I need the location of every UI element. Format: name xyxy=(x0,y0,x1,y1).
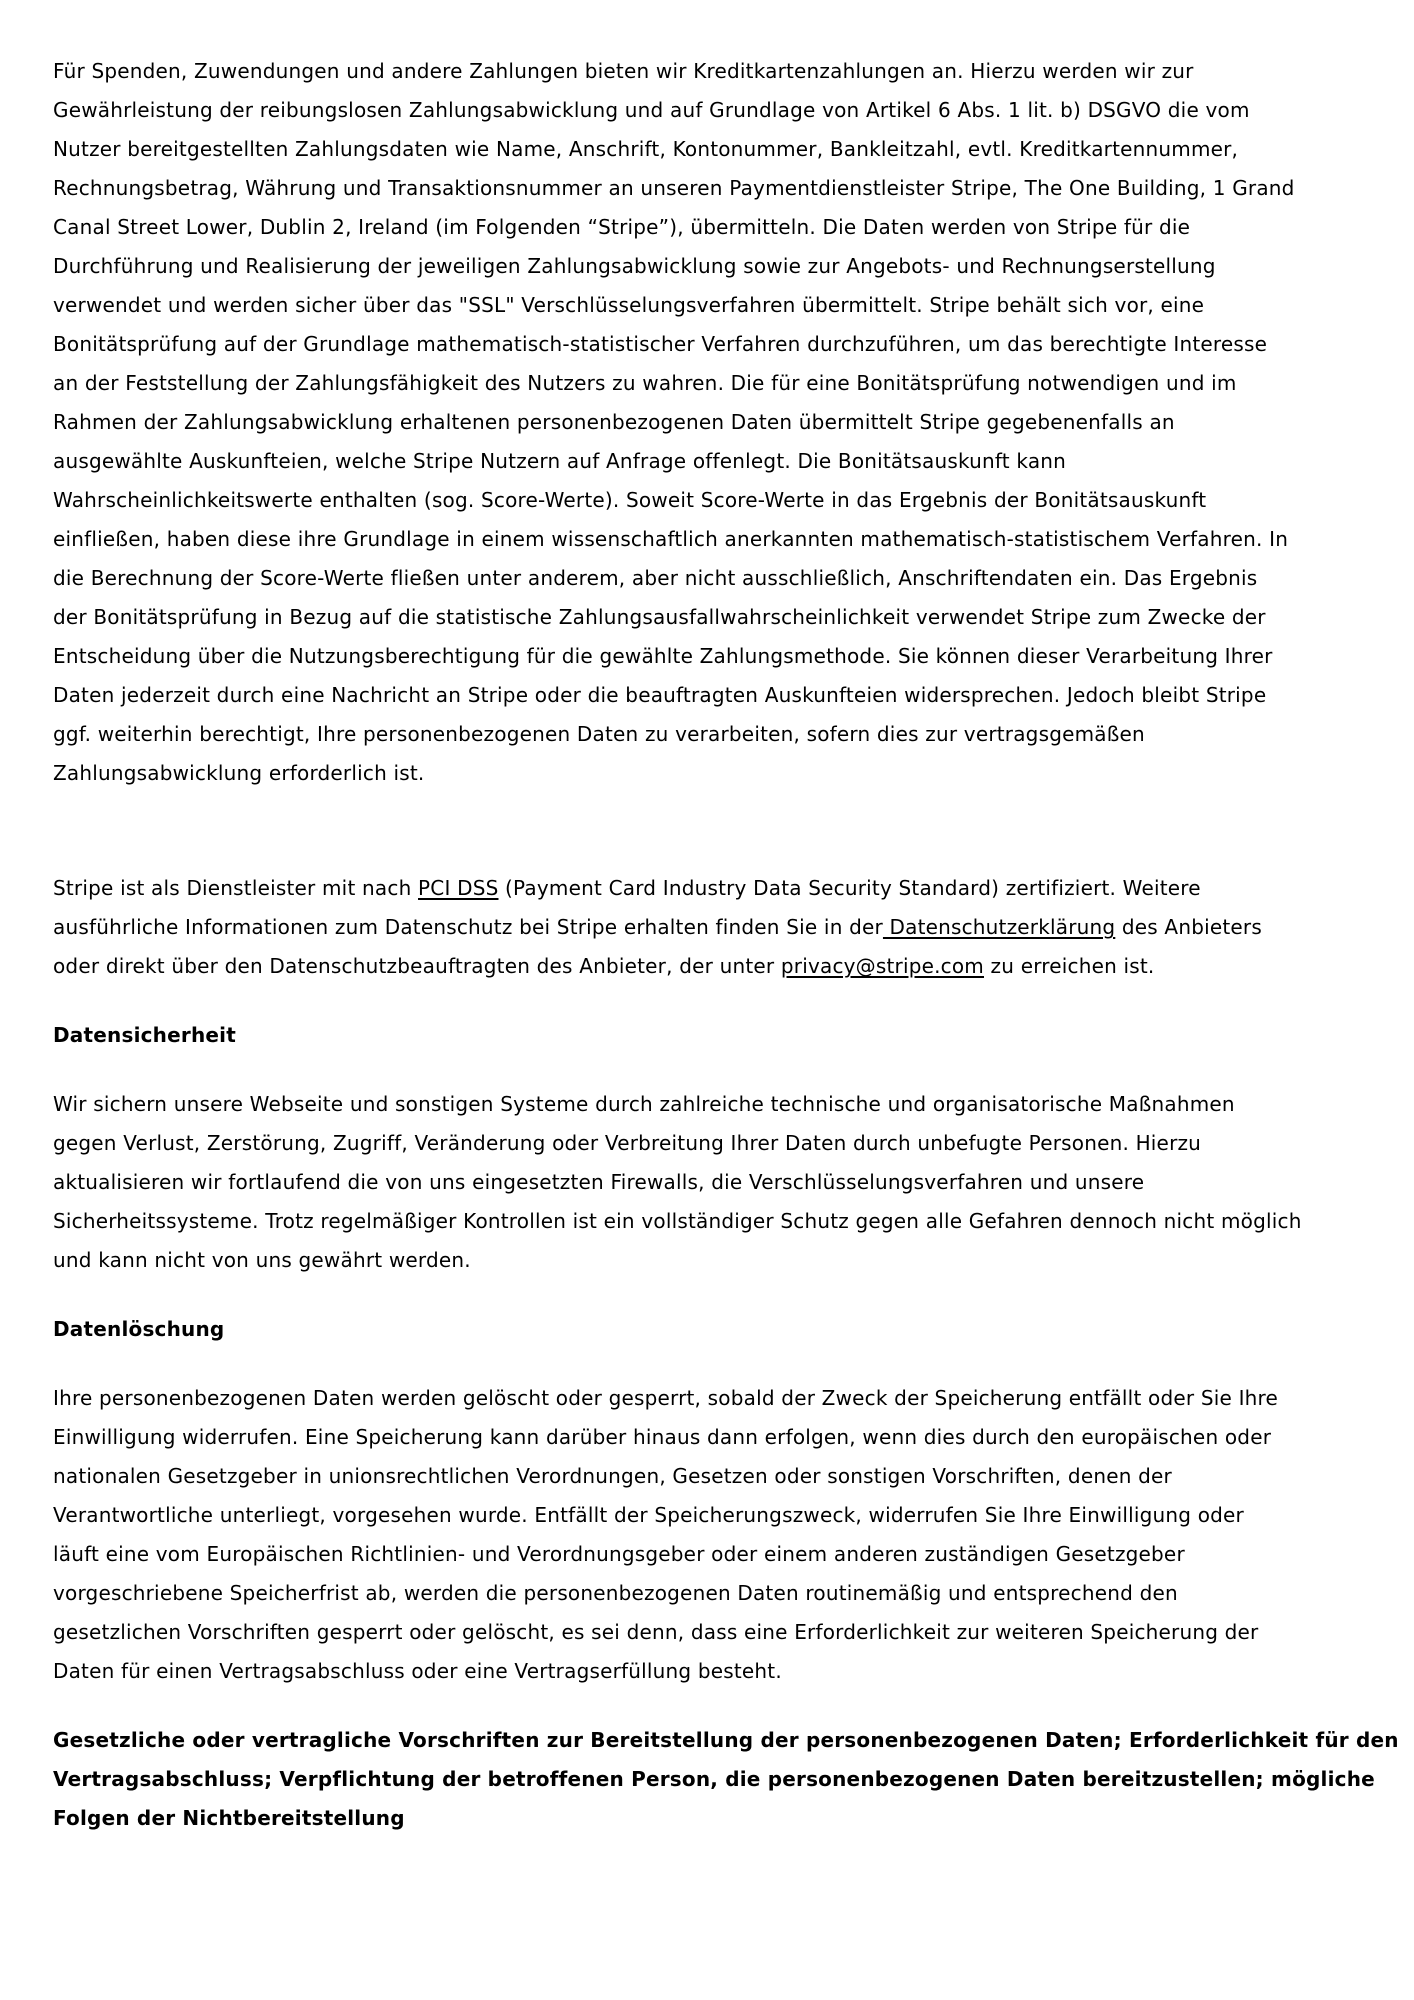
text-run: Folgen der Nichtbereitstellung xyxy=(53,1806,405,1830)
text-run: Gewährleistung der reibungslosen Zahlungsabwicklung und auf Grundlage von Artikel 6 Abs. 1 lit. b) DSGVO die vom xyxy=(53,98,1250,122)
gesetzliche-vorschriften-heading xyxy=(53,1721,1399,1838)
text-run: gesetzlichen Vorschriften gesperrt oder gelöscht, es sei denn, dass eine Erforderlichkeit zur weiteren Speicherung der xyxy=(53,1620,1259,1644)
text-line xyxy=(53,947,1366,986)
text-run: Daten jederzeit durch eine Nachricht an Stripe oder die beauftragten Auskunfteien widersprechen. Jedoch bleibt Stripe xyxy=(53,683,1267,707)
intro-payments-paragraph xyxy=(53,52,1366,793)
text-run: des Anbieters xyxy=(1115,915,1262,939)
pci-dss-link[interactable]: PCI DSS xyxy=(418,876,499,900)
text-run: läuft eine vom Europäischen Richtlinien- und Verordnungsgeber oder einem anderen zuständigen Gesetzgeber xyxy=(53,1542,1185,1566)
text-line xyxy=(53,1613,1366,1652)
text-line xyxy=(53,869,1366,908)
text-run: Nutzer bereitgestellten Zahlungsdaten wie Name, Anschrift, Kontonummer, Bankleitzahl, evtl. Kreditkartennummer, xyxy=(53,137,1239,161)
text-run: Für Spenden, Zuwendungen und andere Zahlungen bieten wir Kreditkartenzahlungen an. Hierzu werden wir zur xyxy=(53,59,1194,83)
text-line xyxy=(53,715,1366,754)
text-run: Zahlungsabwicklung erforderlich ist. xyxy=(53,761,425,785)
text-line xyxy=(53,247,1366,286)
text-run: an der Feststellung der Zahlungsfähigkeit des Nutzers zu wahren. Die für eine Bonitätsprüfung notwendigen und im xyxy=(53,371,1237,395)
text-run: ausführliche Informationen zum Datenschutz bei Stripe erhalten finden Sie in der xyxy=(53,915,883,939)
text-run: Durchführung und Realisierung der jeweiligen Zahlungsabwicklung sowie zur Angebots- und Rechnungserstellung xyxy=(53,254,1216,278)
text-run: oder direkt über den Datenschutzbeauftragten des Anbieter, der unter xyxy=(53,954,781,978)
text-line xyxy=(53,325,1366,364)
datensicherheit-paragraph xyxy=(53,1085,1366,1280)
text-run: Daten für einen Vertragsabschluss oder eine Vertragserfüllung besteht. xyxy=(53,1659,782,1683)
text-line xyxy=(53,169,1366,208)
text-run: zu erreichen ist. xyxy=(984,954,1155,978)
text-line xyxy=(53,1760,1375,1799)
text-run: Gesetzliche oder vertragliche Vorschriften zur Bereitstellung der personenbezogenen Daten; Erforderlichkeit für den xyxy=(53,1728,1399,1752)
text-run: Ihre personenbezogenen Daten werden gelöscht oder gesperrt, sobald der Zweck der Speicherung entfällt oder Sie Ihre xyxy=(53,1386,1279,1410)
text-line xyxy=(53,52,1366,91)
text-run: Canal Street Lower, Dublin 2, Ireland (im Folgenden “Stripe”), übermitteln. Die Daten werden von Stripe für die xyxy=(53,215,1191,239)
text-line xyxy=(53,1016,1366,1055)
datenschutzerklaerung-link[interactable]: Datenschutzerklärung xyxy=(882,915,1116,939)
text-line xyxy=(53,1457,1366,1496)
text-run: gegen Verlust, Zerstörung, Zugriff, Veränderung oder Verbreitung Ihrer Daten durch unbefugte Personen. Hierzu xyxy=(53,1131,1202,1155)
text-line xyxy=(53,1163,1366,1202)
text-line xyxy=(53,208,1366,247)
text-line xyxy=(53,481,1366,520)
text-run: die Berechnung der Score-Werte fließen unter anderem, aber nicht ausschließlich, Anschriftendaten ein. Das Ergebnis xyxy=(53,566,1258,590)
text-line xyxy=(53,1496,1366,1535)
text-run: Rahmen der Zahlungsabwicklung erhaltenen personenbezogenen Daten übermittelt Stripe gegebenenfalls an xyxy=(53,410,1175,434)
text-line xyxy=(53,1124,1366,1163)
text-line xyxy=(53,1379,1366,1418)
text-run: verwendet und werden sicher über das "SSL" Verschlüsselungsverfahren übermittelt. Stripe behält sich vor, eine xyxy=(53,293,1205,317)
text-run: Vertragsabschluss; Verpflichtung der betroffenen Person, die personenbezogenen Daten bereitzustellen; mögliche xyxy=(53,1767,1375,1791)
text-line xyxy=(53,130,1366,169)
text-run: Bonitätsprüfung auf der Grundlage mathematisch-statistischer Verfahren durchzuführen, um das berechtigte Interesse xyxy=(53,332,1268,356)
text-run: Datenlöschung xyxy=(53,1317,225,1341)
text-line xyxy=(53,364,1366,403)
datenloeschung-paragraph xyxy=(53,1379,1366,1691)
text-line xyxy=(53,403,1366,442)
text-run: Datensicherheit xyxy=(53,1023,236,1047)
text-run: (Payment Card Industry Data Security Standard) zertifiziert. Weitere xyxy=(498,876,1201,900)
text-line xyxy=(53,1535,1366,1574)
text-run: Einwilligung widerrufen. Eine Speicherung kann darüber hinaus dann erfolgen, wenn dies durch den europäischen oder xyxy=(53,1425,1272,1449)
text-line xyxy=(53,520,1366,559)
text-line xyxy=(53,1418,1366,1457)
text-run: nationalen Gesetzgeber in unionsrechtlichen Verordnungen, Gesetzen oder sonstigen Vorschriften, denen der xyxy=(53,1464,1172,1488)
privacy-email-link[interactable]: privacy@stripe.com xyxy=(780,954,984,978)
text-run: Wir sichern unsere Webseite und sonstigen Systeme durch zahlreiche technische und organisatorische Maßnahmen xyxy=(53,1092,1235,1116)
text-run: einfließen, haben diese ihre Grundlage in einem wissenschaftlich anerkannten mathematisch-statistischem Verfahren. In xyxy=(53,527,1289,551)
text-line xyxy=(53,908,1366,947)
text-run: Wahrscheinlichkeitswerte enthalten (sog. Score-Werte). Soweit Score-Werte in das Ergebnis der Bonitätsauskunft xyxy=(53,488,1207,512)
text-line xyxy=(53,754,1366,793)
text-line xyxy=(53,1652,1366,1691)
text-line xyxy=(53,442,1366,481)
text-run: ggf. weiterhin berechtigt, Ihre personenbezogenen Daten zu verarbeiten, sofern dies zur vertragsgemäßen xyxy=(53,722,1145,746)
text-run: Verantwortliche unterliegt, vorgesehen wurde. Entfällt der Speicherungszweck, widerrufen Sie Ihre Einwilligung oder xyxy=(53,1503,1244,1527)
text-line xyxy=(53,676,1366,715)
text-line xyxy=(53,1799,1366,1838)
text-line xyxy=(53,637,1366,676)
text-line xyxy=(53,1241,1366,1280)
text-run: Stripe ist als Dienstleister mit nach xyxy=(53,876,419,900)
text-line xyxy=(53,1310,1366,1349)
text-line xyxy=(53,91,1366,130)
text-line xyxy=(53,286,1366,325)
text-run: aktualisieren wir fortlaufend die von uns eingesetzten Firewalls, die Verschlüsselungsverfahren und unsere xyxy=(53,1170,1145,1194)
pci-certification-paragraph xyxy=(53,869,1366,986)
text-run: ausgewählte Auskunfteien, welche Stripe Nutzern auf Anfrage offenlegt. Die Bonitätsauskunft kann xyxy=(53,449,1067,473)
heading-datenloeschung xyxy=(53,1310,1366,1349)
text-run: und kann nicht von uns gewährt werden. xyxy=(53,1248,471,1272)
text-run: der Bonitätsprüfung in Bezug auf die statistische Zahlungsausfallwahrscheinlichkeit verwendet Stripe zum Zwecke der xyxy=(53,605,1266,629)
text-run: Rechnungsbetrag, Währung und Transaktionsnummer an unseren Paymentdienstleister Stripe, The One Building, 1 Grand xyxy=(53,176,1295,200)
text-line xyxy=(53,1085,1366,1124)
text-line xyxy=(53,1574,1366,1613)
text-line xyxy=(53,1202,1366,1241)
text-line xyxy=(53,559,1366,598)
text-line xyxy=(53,598,1366,637)
text-line xyxy=(53,1721,1399,1760)
heading-datensicherheit xyxy=(53,1016,1366,1055)
text-run: Sicherheitssysteme. Trotz regelmäßiger Kontrollen ist ein vollständiger Schutz gegen alle Gefahren dennoch nicht möglich xyxy=(53,1209,1302,1233)
text-run: vorgeschriebene Speicherfrist ab, werden die personenbezogenen Daten routinemäßig und entsprechend den xyxy=(53,1581,1178,1605)
text-run: Entscheidung über die Nutzungsberechtigung für die gewählte Zahlungsmethode. Sie können dieser Verarbeitung Ihrer xyxy=(53,644,1273,668)
